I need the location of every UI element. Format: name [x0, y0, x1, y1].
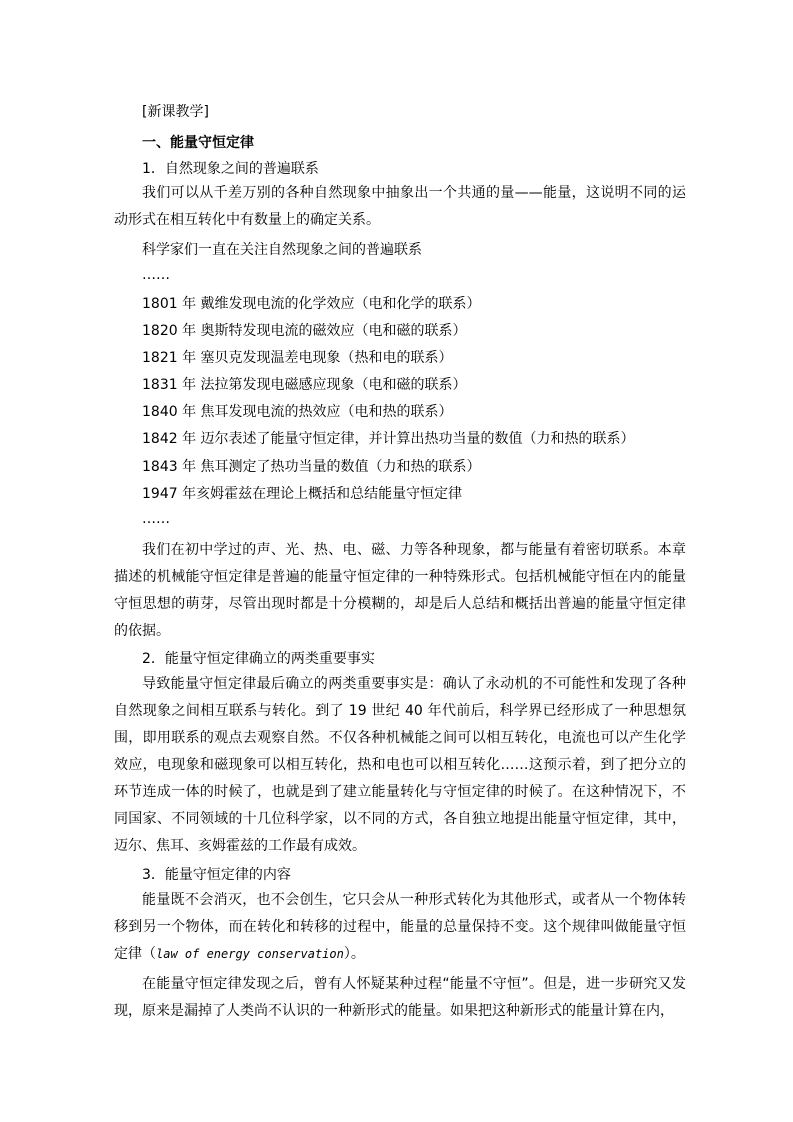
timeline-item: 1843 年 焦耳测定了热功当量的数值（力和热的联系）	[142, 459, 481, 475]
subheading-3: 3．能量守恒定律的内容	[142, 867, 291, 883]
timeline-item: 1801 年 戴维发现电流的化学效应（电和化学的联系）	[142, 296, 481, 312]
paragraph-4: 导致能量守恒定律最后确立的两类重要事实是：确认了永动机的不可能性和发现了各种自然现象之间相互联系与转化。到了 19 世纪 40 年代前后，科学界已经形成了一种思想氛围，即用联系的观点去观察自然。不仅各种机械能之间可以相互转化，电流也可以产生化学效应，电现象和磁现象可以相互转化，热和电也可以相互转化……这预示着，到了把分立的环节连成一体的时候了，也就是到了建立能量转化与守恒定律的时候了。在这种情况下，不同国家、不同领域的十几位科学家，以不同的方式，各自独立地提出能量守恒定律，其中，迈尔、焦耳、亥姆霍兹的工作最有成效。	[114, 676, 686, 854]
section-heading: 一、能量守恒定律	[142, 135, 254, 151]
timeline-item: 1947 年亥姆霍兹在理论上概括和总结能量守恒定律	[142, 486, 463, 502]
timeline-item: 1820 年 奥斯特发现电流的磁效应（电和磁的联系）	[142, 323, 467, 339]
paragraph-5-tail: ）。	[343, 946, 365, 962]
section-label: [新课教学]	[142, 104, 209, 120]
paragraph-5	[114, 887, 686, 968]
ellipsis: ……	[142, 267, 170, 283]
timeline-item: 1842 年 迈尔表述了能量守恒定律，并计算出热功当量的数值（力和热的联系）	[142, 431, 635, 447]
subheading-2: 2．能量守恒定律确立的两类重要事实	[142, 651, 375, 667]
ellipsis: ……	[142, 511, 170, 527]
paragraph-2: 科学家们一直在关注自然现象之间的普遍联系	[142, 242, 422, 258]
paragraph-1: 我们可以从千差万别的各种自然现象中抽象出一个共通的量——能量，这说明不同的运动形式在相互转化中有数量上的确定关系。	[114, 185, 686, 228]
english-term: law of energy conservation	[156, 947, 344, 961]
subheading-1: 1．自然现象之间的普遍联系	[142, 161, 319, 177]
timeline-item: 1821 年 塞贝克发现温差电现象（热和电的联系）	[142, 350, 453, 366]
timeline-item: 1831 年 法拉第发现电磁感应现象（电和磁的联系）	[142, 377, 467, 393]
paragraph-6: 在能量守恒定律发现之后，曾有人怀疑某种过程“能量不守恒”。但是，进一步研究又发现，原来是漏掉了人类尚不认识的一种新形式的能量。如果把这种新形式的能量计算在内，	[114, 976, 686, 1019]
paragraph-5-text: 能量既不会消灭，也不会创生，它只会从一种形式转化为其他形式，或者从一个物体转移到另一个物体，而在转化和转移的过程中，能量的总量保持不变。这个规律叫做能量守恒定律（	[114, 892, 686, 962]
paragraph-3: 我们在初中学过的声、光、热、电、磁、力等各种现象，都与能量有着密切联系。本章描述的机械能守恒定律是普遍的能量守恒定律的一种特殊形式。包括机械能守恒在内的能量守恒思想的萌芽，尽管出现时都是十分模糊的，却是后人总结和概括出普遍的能量守恒定律的依据。	[114, 542, 686, 639]
timeline-item: 1840 年 焦耳发现电流的热效应（电和热的联系）	[142, 404, 453, 420]
